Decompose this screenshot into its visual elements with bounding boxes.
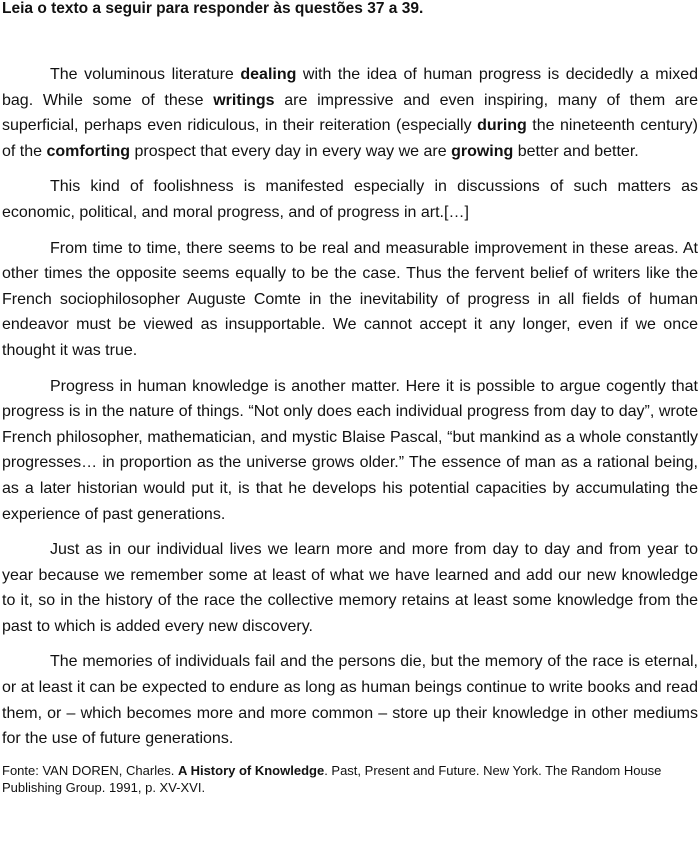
article-text <box>2 62 698 752</box>
p1-text-2: are impressive and even inspiring, many of them are superficial, perhaps even ridiculous, in their reiteration (especially <box>2 91 698 135</box>
highlight-growing: growing <box>451 142 514 160</box>
p1-text-4: prospect that every day in every way we are <box>130 142 452 160</box>
highlight-dealing: dealing <box>240 66 297 83</box>
question-instruction: Leia o texto a seguir para responder às questões 37 a 39. <box>2 0 424 17</box>
source-citation <box>2 762 698 796</box>
p1-text-5: better and better. <box>513 142 639 160</box>
highlight-writings: writings <box>213 91 275 109</box>
paragraph-6: The memories of individuals fail and the persons die, but the memory of the race is eternal, or at least it can be expected to endure as long as human beings continue to write books and read them, or – which becomes more and more common – store up their knowledge in other mediums for the use of future generations. <box>2 653 698 748</box>
paragraph-4: Progress in human knowledge is another matter. Here it is possible to argue cogently that progress is in the nature of things. “Not only does each individual progress from day to day”, wrote French philosopher, mathematician, and mystic Blaise Pascal, “but mankind as a whole constantly progresses… in proportion as the universe grows older.” The essence of man as a rational being, as a later historian would put it, is that he develops his potential capacities by accumulating the experience of past generations. <box>2 377 698 523</box>
source-suffix: . Past, Present and Future. New York. The Random House Publishing Group. 1991, p. XV-XVI. <box>2 762 662 795</box>
source-prefix: Fonte: VAN DOREN, Charles. <box>2 762 179 778</box>
paragraph-2: This kind of foolishness is manifested especially in discussions of such matters as economic, political, and moral progress, and of progress in art.[…] <box>2 178 698 221</box>
highlight-during: during <box>477 117 527 135</box>
paragraph-5: Just as in our individual lives we learn more and more from day to day and from year to year because we remember some at least of what we have learned and add our new knowledge to it, so in the history of the race the collective memory retains at least some knowledge from the past to which is added every new discovery. <box>2 541 698 635</box>
p1-text-1: with the idea of human progress is decidedly a mixed bag. While some of these <box>2 66 698 109</box>
highlight-comforting: comforting <box>46 142 131 160</box>
paragraph-1 <box>2 62 698 164</box>
p1-text-3: the nineteenth century) of the <box>2 117 698 160</box>
paragraph-3: From time to time, there seems to be real and measurable improvement in these areas. At other times the opposite seems equally to be the case. Thus the fervent belief of writers like the French sociophilosopher Auguste Comte in the inevitability of progress in all fields of human endeavor must be viewed as insupportable. We cannot accept it any longer, even if we once thought it was true. <box>2 239 698 359</box>
p1-text-0: The voluminous literature <box>50 66 241 83</box>
source-book-title: A History of Knowledge <box>178 762 325 778</box>
